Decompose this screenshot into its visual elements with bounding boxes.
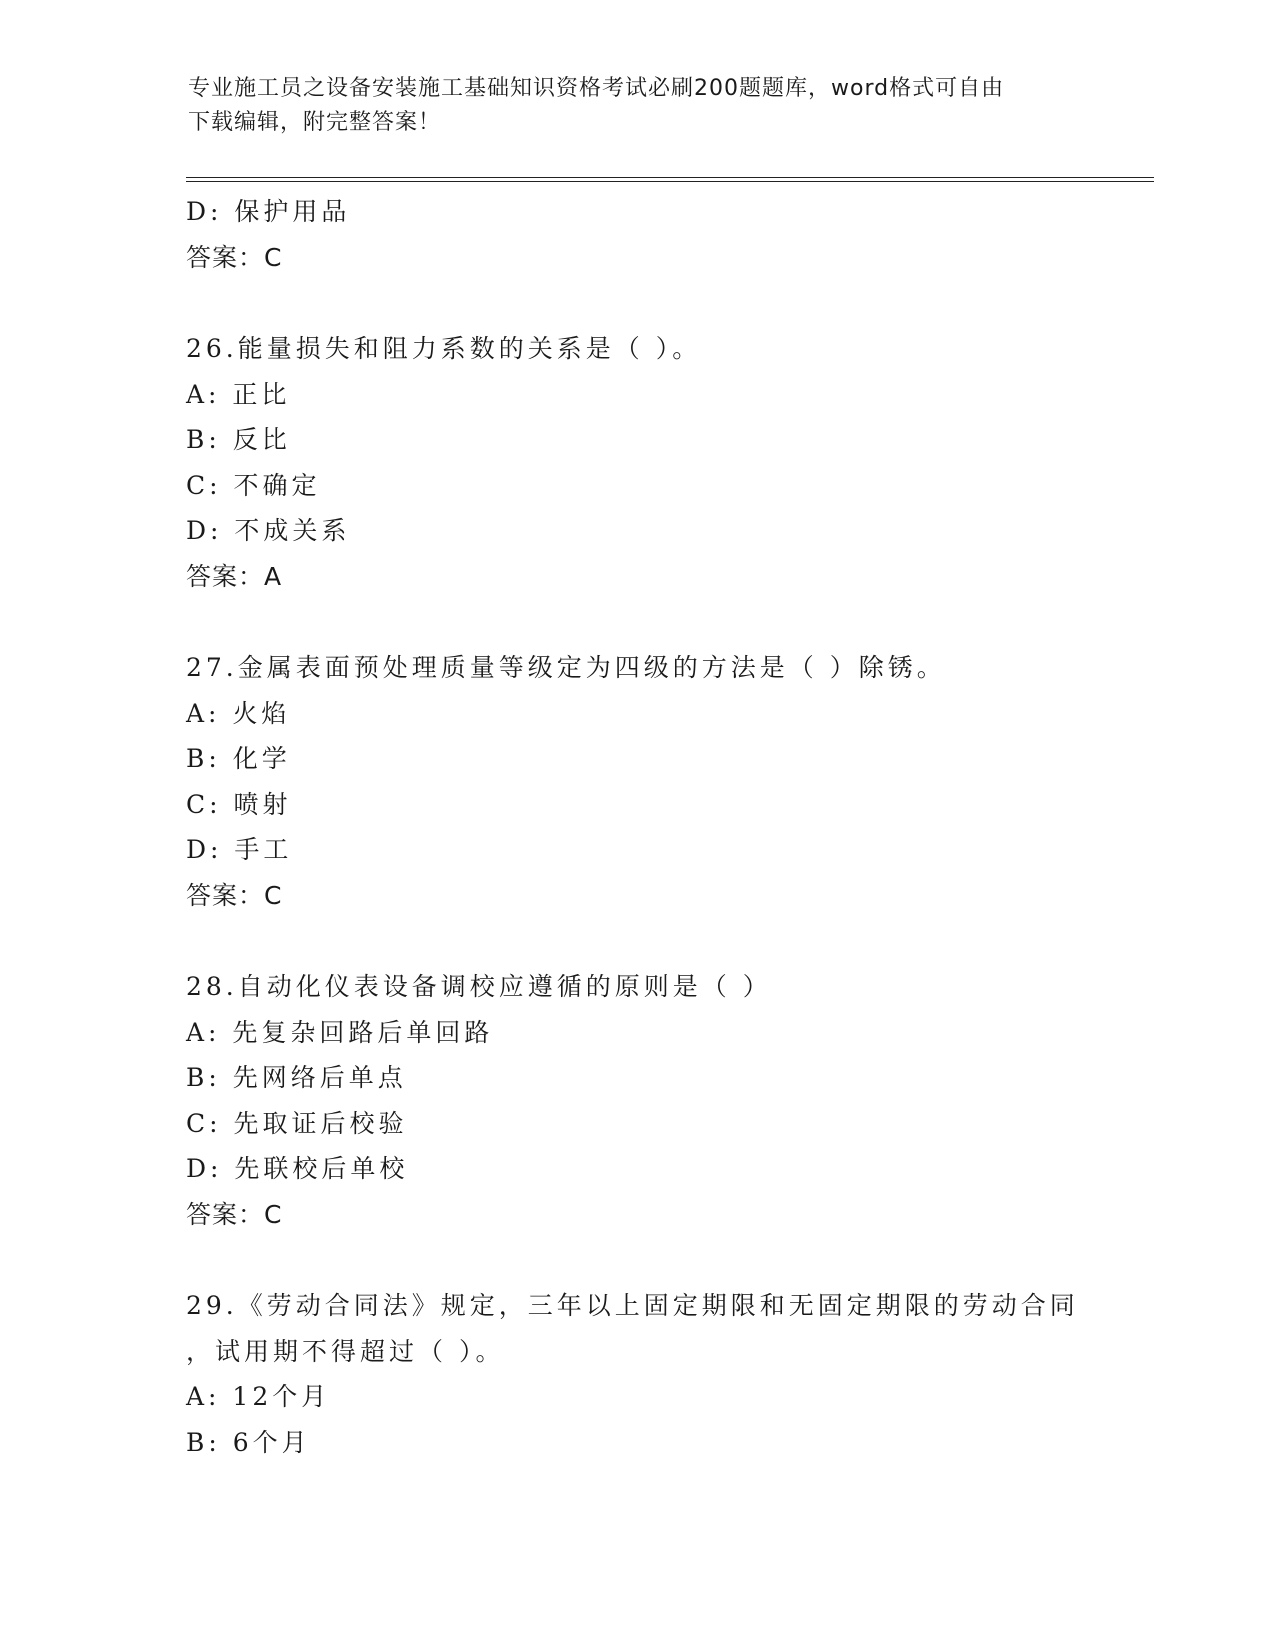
question-stem-line-2: ，试用期不得超过（ ）。	[186, 1336, 505, 1366]
answer-line: 答案：C	[186, 242, 283, 272]
option-b: B: 反比	[186, 425, 291, 454]
option-b: B: 化学	[186, 744, 291, 773]
answer-line: 答案：C	[186, 1199, 283, 1229]
option-a: A: 火焰	[186, 698, 291, 728]
question-stem: 28.自动化仪表设备调校应遵循的原则是（ ）	[186, 972, 772, 1001]
option-d: D: 不成关系	[186, 516, 351, 545]
header-line-1: 专业施工员之设备安装施工基础知识资格考试必刷200题题库，word格式可自由	[188, 76, 1005, 101]
option-a: A: 正比	[186, 379, 291, 409]
question-stem: 27.金属表面预处理质量等级定为四级的方法是（ ）除锈。	[186, 653, 946, 682]
option-b: B: 先网络后单点	[186, 1063, 407, 1092]
answer-line: 答案：A	[186, 561, 283, 591]
question-27	[186, 645, 1086, 918]
question-stem: 26.能量损失和阻力系数的关系是（ ）。	[186, 334, 702, 363]
option-c: C: 喷射	[186, 789, 292, 819]
question-28	[186, 964, 1086, 1237]
option-d: D: 先联校后单校	[186, 1154, 409, 1183]
question-26	[186, 326, 1086, 599]
option-b: B: 6个月	[186, 1427, 311, 1457]
question-list	[186, 189, 1086, 1465]
answer-line: 答案：C	[186, 880, 283, 910]
option-c: C: 先取证后校验	[186, 1108, 408, 1138]
question-stem-line-1: 29.《劳动合同法》规定，三年以上固定期限和无固定期限的劳动合同	[186, 1291, 1079, 1320]
header-line-2: 下载编辑，附完整答案！	[188, 110, 442, 135]
question-25-tail	[186, 189, 1086, 280]
document-header	[188, 72, 1088, 140]
option-c: C: 不确定	[186, 470, 321, 500]
option-a: A: 12个月	[186, 1382, 331, 1411]
option-a: A: 先复杂回路后单回路	[186, 1017, 494, 1047]
option-d: D: 保护用品	[186, 197, 351, 226]
header-divider	[186, 177, 1154, 182]
option-d: D: 手工	[186, 835, 293, 864]
question-29	[186, 1283, 1086, 1465]
